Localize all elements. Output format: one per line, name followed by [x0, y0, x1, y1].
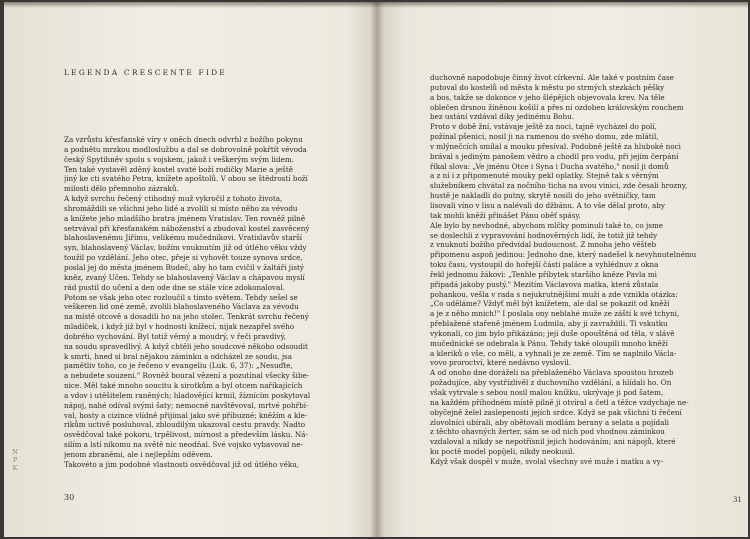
text-line: osvědčoval také pokoru, trpělivost, mírnost a především lásku. Ná- [64, 430, 308, 440]
text-line: požadujíce, aby vystřízlivěl z duchovního vzdělání, a hlídali ho. On [430, 378, 672, 388]
text-line: nice. Měl také mnoho soucitu k sirotkům a byl otcem naříkajících [64, 381, 303, 391]
text-line: „Co uděláme? Vždyť měl být knížetem, ale dal se pokazit od kněží [430, 299, 670, 309]
text-line: poslal jej do města jménem Budeč, aby ho tam cvičil v žaltáři jistý [64, 262, 304, 272]
text-line: val, hosty a cizince vlídně přijímal jako své příbuzné; kněžím a kle- [64, 410, 308, 420]
text-line: z vnuknutí božího předvídal budoucnost. Z mnoha jeho věšteb [430, 240, 657, 250]
text-line: Za vzrůstu křesťanské víry v oněch dnech odvrhl z božího pokynu [64, 135, 303, 144]
text-line: ku poctě model popíjeli, nikdy neokusil. [430, 447, 575, 457]
text-line: hustě je nakladli do putny, skrytě nosili do jeho světničky, tam [430, 191, 656, 201]
text-line: rikům uctivě posluhoval, zbloudilým ukazoval cestu pravdy. Nadto [64, 420, 306, 430]
text-line: a nebudete souzeni." Rovněž boural vězení a pozutínal všecky šibe- [64, 371, 310, 381]
text-line: oblečen drsnou žíněnou košilí a přes ni ozdoben královským rouchem [430, 102, 684, 112]
left-page-text [64, 135, 364, 470]
text-line: kněz, zvaný Učen. Tehdy se blahoslavený Václav a chápavou myslí [64, 272, 305, 282]
stamp-letter: P [12, 456, 18, 464]
text-line: blahoslavenému Jiřímu, velikému mučedníkovi. Vratislavův starší [64, 233, 303, 243]
text-line: na každém příhodném místě pilně ji otvíral a četl a těžce vzdychaje ne- [430, 397, 689, 407]
text-line: mučednické se odebrala k Pánu. Tehdy také oloupili mnoho kněží [430, 338, 668, 348]
text-line: připadá jakoby pustý." Mezitím Václavova matka, která zůstala [430, 279, 659, 289]
text-line: silím a lstí nikomu na světě nic neodňal. Své vojsko vybavoval ne- [64, 440, 303, 450]
text-line: pamětliv toho, co je řečeno v evangeliu (Luk. 6, 37): „Nesuďte, [64, 361, 293, 371]
text-line: nápoj, nahé odíval svými šaty; nemocné navštěvoval, mrtvé pohřbí- [64, 400, 309, 410]
book-gutter [370, 2, 384, 537]
text-line: brával s jediným panošem vědro a chodil pro vodu, při jejím čerpání [430, 151, 679, 161]
text-line: dobrého vychování. Byl totiž věrný a moudrý, v řeči pravdivý, [64, 331, 286, 341]
text-line: rád pustil do učení a den ode dne se stále více zdokonaloval. [64, 282, 285, 292]
text-line: český Spytihněv spolu s vojskem, jakož i veškerým svým lidem. [64, 154, 294, 164]
text-line: v mlýnečcích smílal a mouku přesíval. Podobně ještě za hluboké noci [430, 141, 681, 151]
chapter-heading: LEGENDA CRESCENTE FIDE [64, 68, 227, 77]
text-line: a podnětu mrzkou modloslužbu a dal se dobrovolně pokřtít vévoda [64, 144, 307, 154]
text-line: z těchto ohavných žerter, sám se od nich pod vhodnou záminkou [430, 427, 665, 437]
top-edge-shadow [4, 2, 748, 8]
text-line: Proto v době žní, vstávaje ještě za noci, tajně vycházel do polí, [430, 122, 657, 132]
text-line: Ten také vystavěl zděný kostel svaté boží rodičky Marie a ještě [64, 164, 294, 174]
text-line: lisovali víno v lisu a nalévali do džbánu. A to vše dělal proto, aby [430, 200, 665, 210]
text-line: Takovéto a jim podobné vlastnosti osvědčoval již od útlého věku, [64, 459, 300, 469]
text-line: říkal slova: „Ve jménu Otce i Syna i Ducha svatého," nosil ji domů [430, 161, 669, 171]
text-line: připomenu aspoň jedinou: Jednoho dne, který nadešel k nevyhnutelnému [430, 250, 697, 260]
text-line: Ale bylo by nevhodné, abychom mlčky pominuli také to, co jsme [430, 220, 664, 230]
text-line: A když svrchu řečený ctihodný muž vykročil z tohoto života, [64, 194, 283, 204]
text-line: a je z něho mnich!" I poslala ony neblahé muže ze záští k své tchyni, [430, 309, 680, 319]
text-line: přeblažené stařeně jménem Ludmila, aby ji zavraždili. Ti vskutku [430, 319, 668, 329]
text-line: A od onoho dne doráželi na přeblaženého Václava spoustou hrozeb [430, 368, 674, 378]
left-page [4, 2, 376, 537]
text-line: zlovolníci ubírali, aby obětovali modlám berany a selata a pojídali [430, 417, 669, 427]
text-line: tak mohli kněží přinášet Pánu oběť spásy. [430, 210, 581, 220]
right-page-text [430, 73, 726, 467]
text-line: jiný ke cti svatého Petra, knížete apoštolů. V obou se štědrostí boží [64, 174, 308, 184]
text-line: milosti dělo přemnoho zázraků. [64, 184, 179, 194]
book-spread [4, 2, 748, 537]
text-line: a vdov i utěšitelem raněných; hladovějící krmil, žíznícím poskytoval [64, 390, 311, 400]
text-line: a knížete jeho mladšího bratra jménem Vratislav. Ten rovněž pilně [64, 213, 306, 223]
text-line: bez ustání vzdával díky jedinému Bohu. [430, 112, 575, 122]
text-line: obyčejně želel zaslepenosti jejích srdce. Když se pak všichni ti řečení [430, 407, 682, 417]
text-line: na soudu spravedlivý. A když chtěli jeho soudcové někoho odsoudit [64, 341, 308, 351]
text-line: pohankou, vešla v rada s nejukrutnějšími muži a zde vznikla otázka: [430, 289, 678, 299]
text-line: duchovně napodobuje činný život církevní. Ale také v postním čase [430, 73, 674, 82]
text-line: požínal pšenici, nosil ji na ramenou do svého domu, zde mlátil, [430, 132, 659, 142]
text-line: toužil po vzdělání. Jeho otec, přeje si vyhovět touze synova srdce, [64, 253, 303, 263]
text-line: řekl jednomu žákovi: „Tenhle příbytek staršího knězе Pavla mi [430, 269, 657, 279]
text-line: setrvával při křesťanském náboženství a zbudoval kostel zasvěcený [64, 223, 310, 233]
page-number-left: 30 [64, 493, 75, 502]
text-line: veškeren lid oné země, zvolili blahoslaveného Václava za vévodu [64, 302, 299, 312]
stamp-letter: K [12, 464, 18, 472]
text-line: toku času, vystoupil do hořejší části paláce a vyhlédnuv z okna [430, 260, 659, 270]
text-line: Když však dospěl v muže, svolal všechny své muže i matku a vy- [430, 456, 664, 466]
text-line: k smrti, hned si bral nějakou záminku a odcházel ze soudu, jsa [64, 351, 293, 361]
page-number-right: 31 [733, 496, 742, 504]
text-line: a z ní i z připomenuté mouky pekl oplatky. Stejně tak s věrným [430, 171, 659, 181]
text-line: a kleriků o vše, co měli, a vyhnali je ze země. Tím se naplnilo Václa- [430, 348, 677, 358]
text-line: shromáždili se všichni jeho lidé a zvolili si místo něho za vévodu [64, 203, 298, 213]
text-line: mladíček, i když již byl v hodnosti knížecí, nijak nezapřel svého [64, 322, 295, 332]
right-page [376, 2, 748, 537]
text-line: se doslechli z vypravování hodnověrných lidí, že totiž již tehdy [430, 230, 658, 240]
text-line: putoval do kostelů od města k městu po strmých stezkách pěšky [430, 82, 665, 92]
stamp-letter: N [12, 448, 18, 456]
text-line: a bos, takže se dokonce v jeho šlépějích objevovala krev. Na těle [430, 92, 665, 102]
library-stamp [10, 448, 20, 472]
text-line: Potom se však jeho otec rozloučil s tímto světem. Tehdy sešel se [64, 292, 298, 302]
text-line: vykonali, co jim bylo přikázáno; její duše opouštěná od těla, v slávě [430, 328, 675, 338]
text-line: na místě otcově a dosadili ho na jeho stolec. Tenkrát svrchu řečený [64, 312, 309, 322]
text-line: syn, blahoslavený Václav, božím vnuknutím již od útlého věku vždy [64, 243, 307, 253]
text-line: vzdaloval a nikdy se nepotřísnil jejich hodováním; ani nápojů, které [430, 437, 676, 447]
text-line: vovo proroctví, které nedávno vyslovil. [430, 358, 571, 368]
text-line: však vytrvale s sebou nosil malou knížku, ukrývaje ji pod šatem, [430, 388, 664, 397]
text-line: služebníkem chvátal za nočního ticha na svou vinici, zde česali hrozny, [430, 181, 688, 191]
text-line: jenom zbraněmi, ale i nejlepším oděvem. [64, 450, 213, 459]
